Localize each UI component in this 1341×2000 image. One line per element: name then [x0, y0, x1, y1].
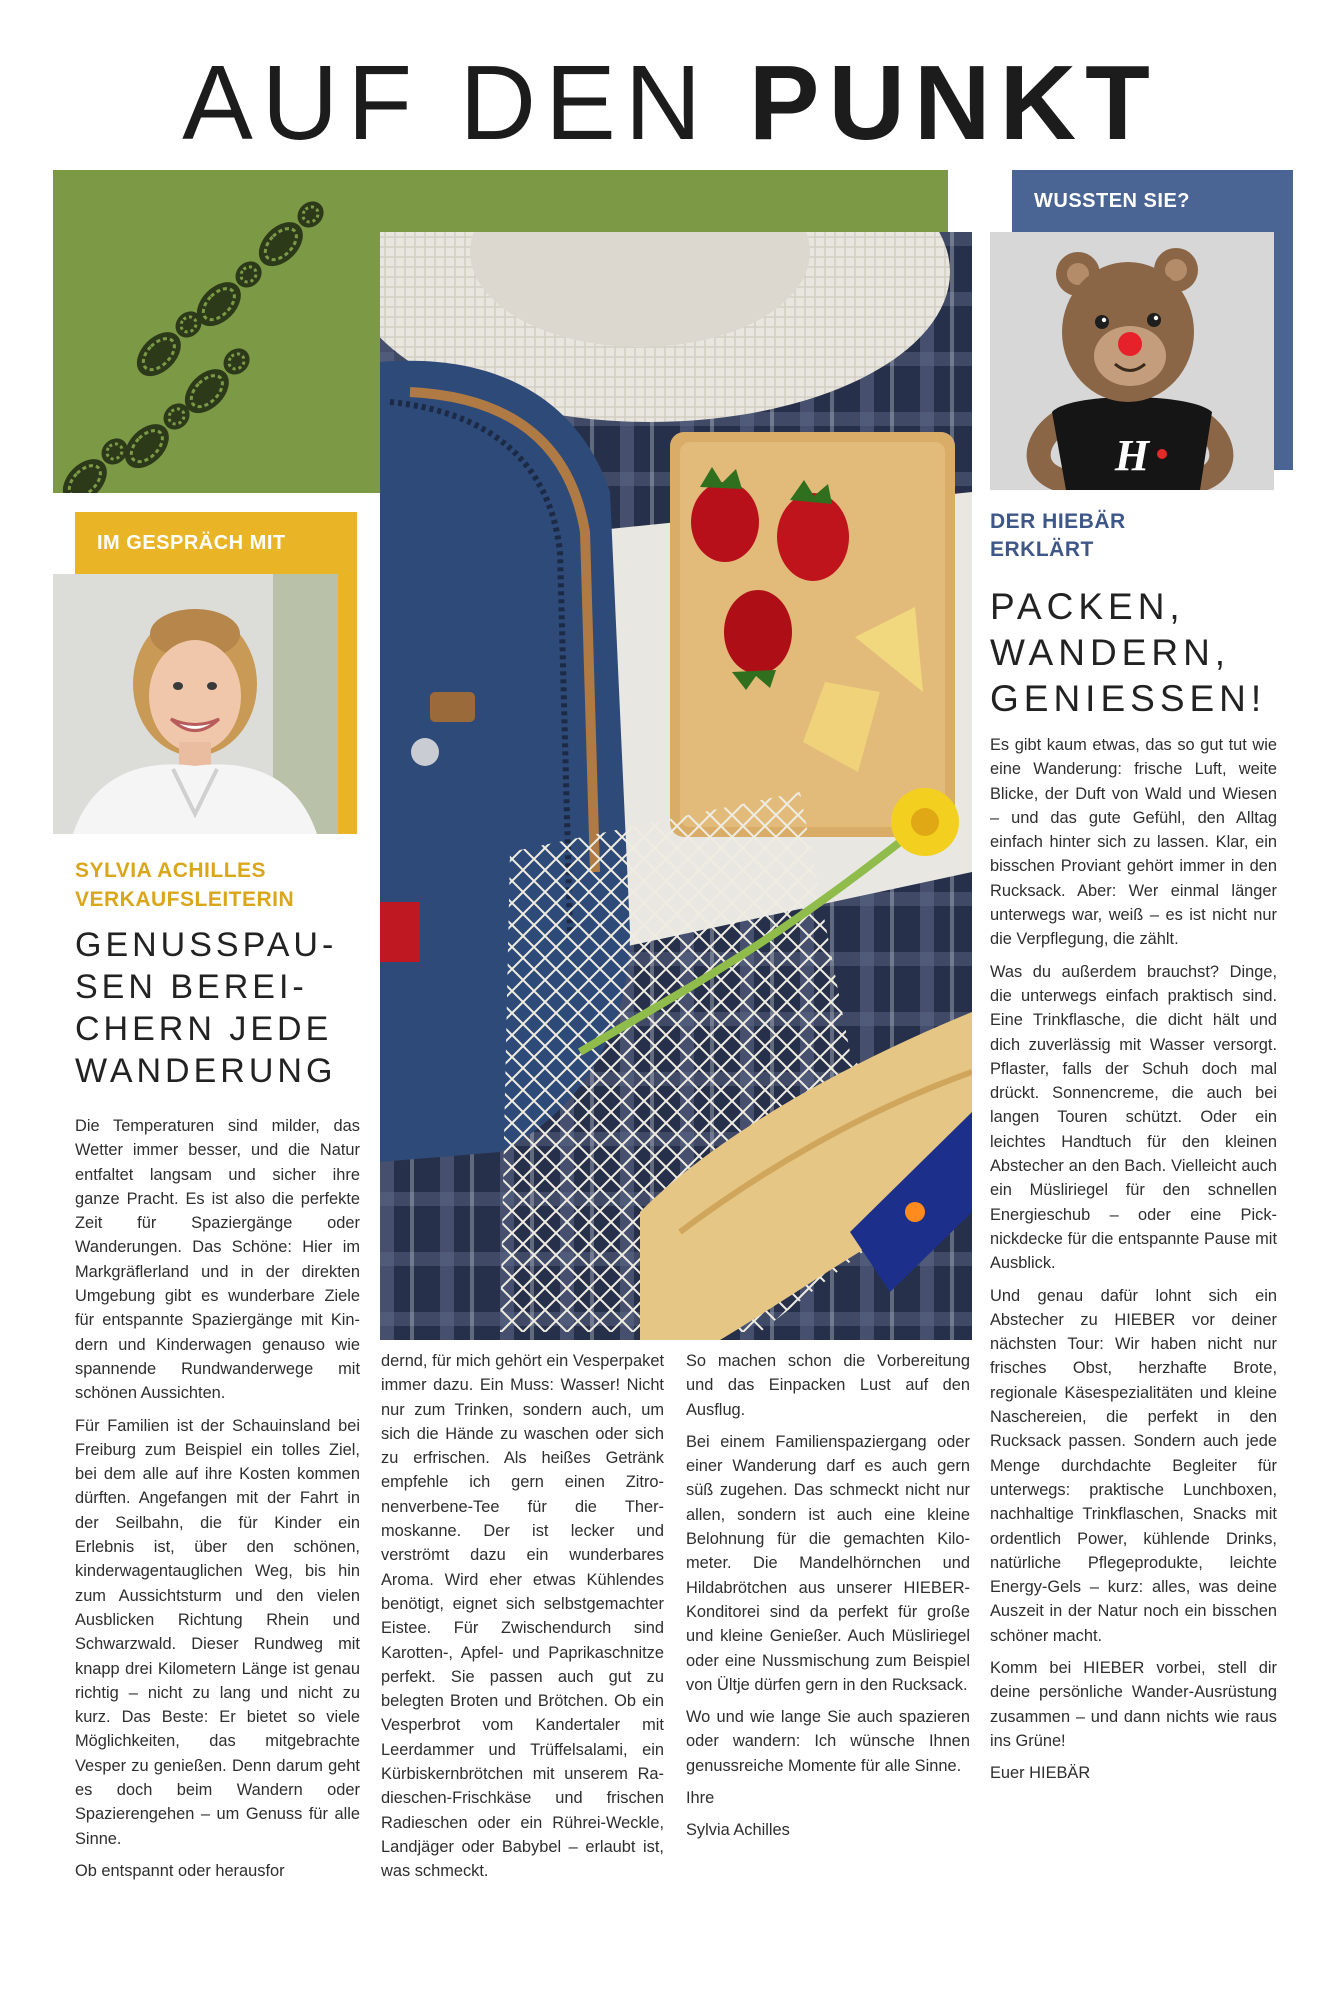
- interview-label: IM GESPRÄCH MIT: [75, 512, 357, 574]
- paragraph: Bei einem Familienspaziergang oder einer Wanderung darf es auch gern süß zugehen. Das schmeckt nicht nur allen, sondern ist auch eine kleine Belohnung für die gemachten Kilometer. Die Mandelhörnchen und Hildabrötchen aus unserer HIEBER-Konditorei sind da perfekt für große und kleine Genießer. Auch Müsliriegel oder eine Nussmischung zum Beispiel von Ültje dürfen gern in den Rucksack.: [686, 1432, 970, 1694]
- picnic-illustration: [380, 232, 972, 1340]
- headline-line: PACKEN,: [990, 586, 1185, 627]
- headline-line: SEN BEREI-: [75, 968, 308, 1006]
- yellow-accent-bar: [338, 574, 357, 834]
- bear-label-line: ERKLÄRT: [990, 538, 1094, 561]
- footprints-icon: [53, 170, 353, 493]
- paragraph: Die Temperaturen sind milder, das Wetter immer besser, und die Natur entfaltet langsam und sicher ihre ganze Pracht. Es ist also die perfekte Zeit für Spaziergänge oder Wanderungen. Das Schöne: Hier im Markgräflerland und in der direkten Umgebung gibt es wunderbare Ziele für entspannte Spaziergänge mit Kindern und Kinderwagen genauso wie spannende Rundwanderwege mit schönen Aussichten.: [75, 1117, 360, 1403]
- paragraph: Wo und wie lange Sie auch spazieren oder wandern: Ich wünsche Ihnen genussreiche Momente für alle Sinne.: [686, 1708, 970, 1775]
- headline-line: CHERN JEDE: [75, 1010, 333, 1048]
- portrait-photo: [53, 574, 338, 834]
- masthead-bold: PUNKT: [748, 44, 1159, 162]
- did-you-know-label: WUSSTEN SIE?: [1012, 170, 1293, 232]
- masthead: [0, 44, 1341, 162]
- headline-line: GENUSSPAU-: [75, 926, 338, 964]
- paragraph: Was du außerdem brauchst? Dinge, die unterwegs einfach praktisch sind. Eine Trinkflasche, die dicht hält und dich zuverlässig mit Wasser versorgt. Pflaster, falls der Schuh doch mal drückt. Sonnencreme, die auch bei langen Touren schützt. Oder ein leichtes Handtuch für den kleinen Abstecher an den Bach. Vielleicht auch ein Müsliriegel für den schnellen Energieschub – oder eine Picknickdecke für die entspannte Pause mit Ausblick.: [990, 962, 1277, 1273]
- masthead-light: AUF DEN: [182, 44, 711, 162]
- paragraph: Komm bei HIEBER vorbei, stell dir deine persönliche Wander-Ausrüstung zusammen – und dann nichts wie raus ins Grüne!: [990, 1658, 1277, 1750]
- article-column-2: [381, 1349, 664, 1892]
- interview-headline: [75, 924, 365, 1092]
- author-block: [75, 856, 365, 914]
- author-role: VERKAUFSLEITERIN: [75, 888, 295, 911]
- paragraph: Für Familien ist der Schauinsland bei Freiburg zum Beispiel ein tolles Ziel, bei dem alle auf ihre Kosten kommen dürften. Angefangen mit der Fahrt in der Seilbahn, die für Kinder ein Erlebnis ist, über den schönen, kinderwagentauglichen Weg, bis hin zum Aussichtsturm und den vielen Ausblicken Richtung Rhein und Schwarzwald. Dieser Rundweg mit knapp drei Kilometern Länge ist genau richtig – nicht zu lang und nicht zu kurz. Das Beste: Er bietet so viele Möglichkeiten, das mitgebrachte Vesper zu genießen. Denn darum geht es doch beim Wandern oder Spazierengehen – um Genuss für alle Sinne.: [75, 1416, 360, 1848]
- article-column-1: [75, 1114, 360, 1891]
- headline-line: GENIESSEN!: [990, 678, 1267, 719]
- paragraph: dernd, für mich gehört ein Vesperpaket immer dazu. Ein Muss: Wasser! Nicht nur zum Trinken, sondern auch, um sich die Hände zu waschen oder sich zu erfrischen. Als heißes Getränk empfehle ich gern einen Zitronenverbene-Tee für die Thermoskanne. Der ist lecker und verströmt dazu ein wunderbares Aroma. Wird eher etwas Kühlendes benötigt, eignet sich selbstgemachter Eistee. Für Zwischendurch sind Karotten-, Apfel- und Paprikaschnitze perfekt. Sie passen auch gut zu belegten Broten und Brötchen. Ob ein Vesperbrot vom Kandertaler mit Leerdammer und Trüffelsalami, ein Kürbiskernbrötchen mit unserem Radieschen-Frischkäse und frischen Radieschen oder ein Rührei-Weckle, Landjäger oder Babybel – erlaubt ist, was schmeckt.: [381, 1352, 664, 1881]
- bear-mascot-icon: [990, 232, 1274, 490]
- flower-icon: [891, 788, 959, 856]
- closing: Ihre: [686, 1789, 715, 1808]
- paragraph: Ob entspannt oder herausfor: [75, 1861, 285, 1880]
- shirt-logo: H: [1114, 431, 1150, 480]
- sidebar-headline: [990, 584, 1290, 722]
- bear-label: [990, 508, 1280, 564]
- hiebaer-mascot-panel: [990, 232, 1274, 490]
- paragraph: Und genau dafür lohnt sich ein Abstecher zu HIEBER vor deiner nächsten Tour: Wir haben nicht nur frisches Obst, herzhafte Brote, regionale Käsespezialitäten und kleine Naschereien, die perfekt in den Rucksack passen. Sondern auch jede Menge durchdachte Begleiter für unterwegs: praktische Lunchboxen, nachhaltige Trinkflaschen, Snacks mit ordentlich Power, kühlende Drinks, natürliche Pflegeprodukte, leichte Energy-Gels – kurz: alles, was deine Auszeit in der Natur noch ein bisschen schöner macht.: [990, 1286, 1277, 1645]
- signature: Sylvia Achilles: [686, 1821, 790, 1840]
- bear-label-line: DER HIEBÄR: [990, 510, 1126, 533]
- signature: Euer HIEBÄR: [990, 1764, 1091, 1783]
- headline-line: WANDERUNG: [75, 1052, 337, 1090]
- paragraph: So machen schon die Vorbereitung und das Einpacken Lust auf den Ausflug.: [686, 1352, 970, 1419]
- headline-line: WANDERN,: [990, 632, 1231, 673]
- blue-accent-bar: [1274, 232, 1293, 470]
- sidebar-column: [990, 733, 1277, 1793]
- article-column-3: [686, 1349, 970, 1851]
- portrait-illustration: [53, 574, 338, 834]
- paragraph: Es gibt kaum etwas, das so gut tut wie eine Wanderung: frische Luft, weite Blicke, der Duft von Wald und Wiesen – und das gute Gefühl, den Alltag einfach hinter sich zu lassen. Klar, ein bisschen Proviant gehört immer in den Rucksack. Aber: Wer einmal länger unterwegs war, weiß – es ist nicht nur die Verpflegung, die zählt.: [990, 736, 1277, 949]
- author-name: SYLVIA ACHILLES: [75, 859, 267, 882]
- picnic-photo: [380, 232, 972, 1340]
